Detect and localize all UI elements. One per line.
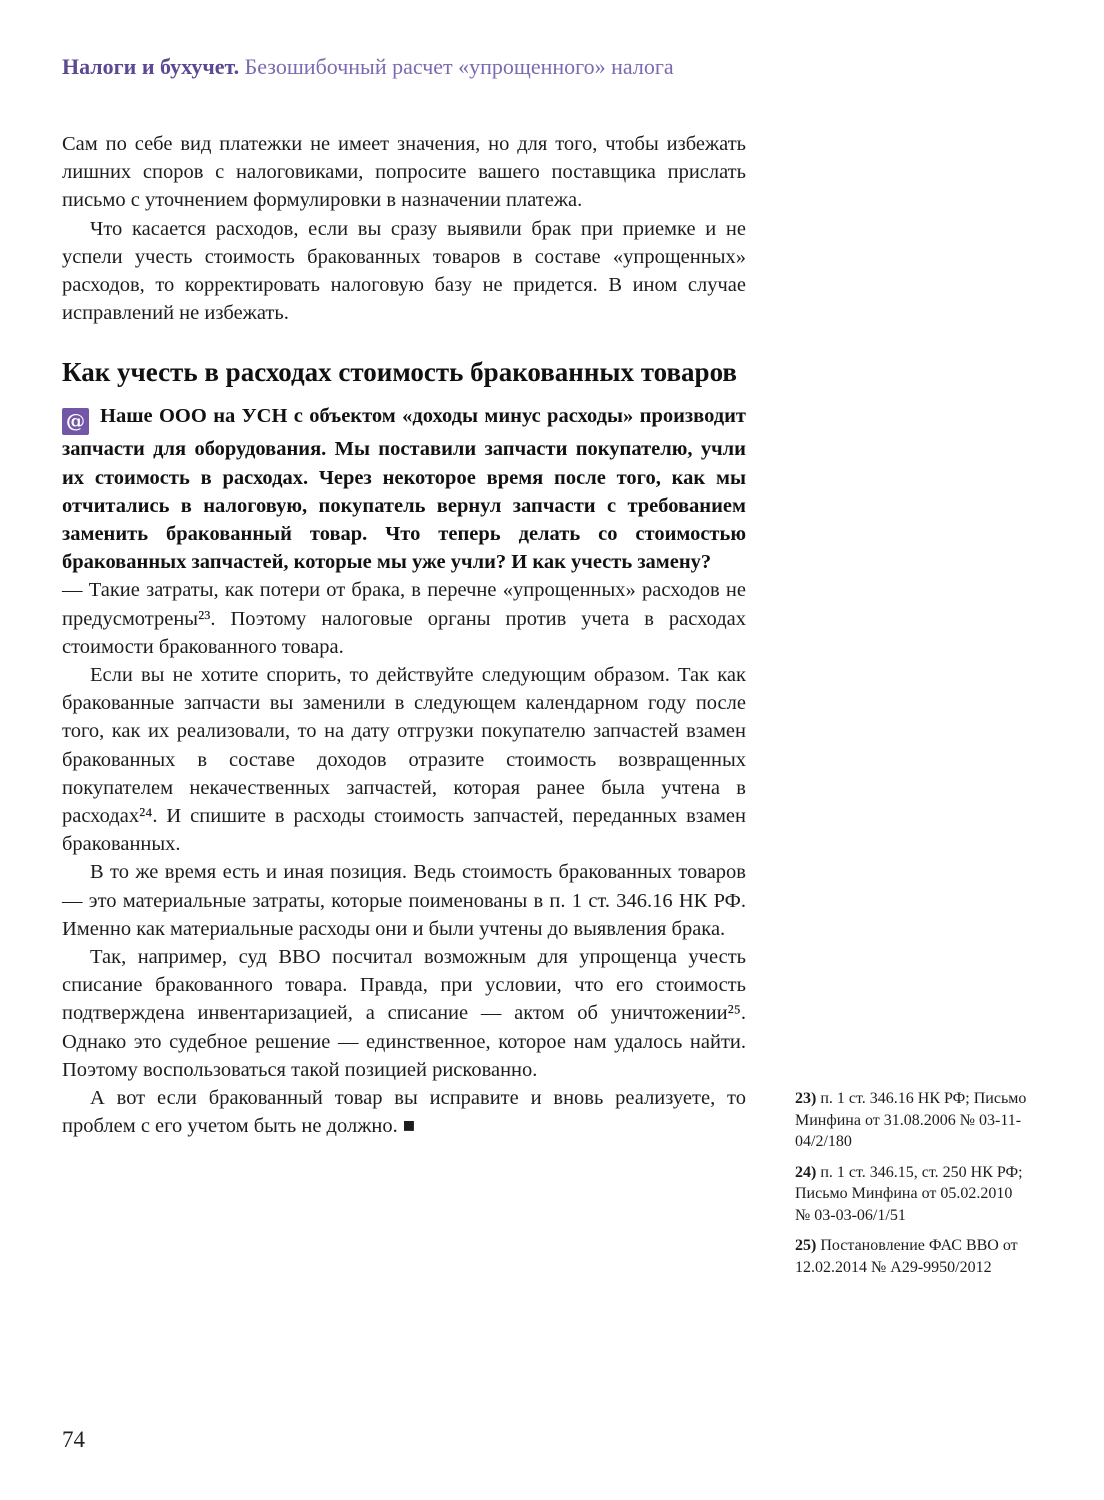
- footnote: [795, 1235, 1027, 1278]
- answer-paragraph: Если вы не хотите спорить, то действуйте следующим образом. Так как бракованные запчасти вы заменили в следующем календарном году после того, как их реализовали, то на дату отгрузки покупателю запчастей взамен бракованных в составе доходов отразите стоимость возвращенных покупателем некачественных запчастей, которая ранее была учтена в расходах²⁴. И спишите в расходы стоимость запчастей, переданных взамен бракованных.: [62, 664, 746, 856]
- running-head: [62, 54, 674, 80]
- intro-paragraph: Сам по себе вид платежки не имеет значения, но для того, чтобы избежать лишних споров с налоговиками, попросите вашего поставщика прислать письмо с уточнением формулировки в назначении платежа.: [62, 133, 746, 212]
- answer-paragraph: В то же время есть и иная позиция. Ведь стоимость бракованных товаров — это материальные затраты, которые поименованы в п. 1 ст. 346.16 НК РФ. Именно как материальные расходы они и были учтены до выявления брака.: [62, 861, 746, 940]
- footnote-number: 23): [795, 1090, 817, 1107]
- answer-paragraph: А вот если бракованный товар вы исправите и вновь реализуете, то проблем с его учетом быть не должно. ■: [62, 1087, 746, 1138]
- answer-block: [62, 576, 746, 1140]
- sidebar-footnotes: [795, 1088, 1027, 1287]
- question-text: Наше ООО на УСН с объектом «доходы минус расходы» производит запчасти для оборудования. Мы поставили запчасти покупателю, учли их стоимость в расходах. Через некоторое время после того, как мы отчитались в налоговую, покупатель вернул запчасти с требованием заменить бракованный товар. Что теперь делать со стоимостью бракованных запчастей, которые мы уже учли? И как учесть замену?: [62, 405, 746, 574]
- footnote-text: п. 1 ст. 346.16 НК РФ; Письмо Минфина от 31.08.2006 № 03-11-04/2/180: [795, 1090, 1027, 1150]
- running-head-topic: Безошибочный расчет «упрощенного» налога: [239, 54, 674, 79]
- intro-paragraph: Что касается расходов, если вы сразу выявили брак при приемке и не успели учесть стоимость бракованных товаров в составе «упрощенных» расходов, то корректировать налоговую базу не придется. В ином случае исправлений не избежать.: [62, 217, 746, 325]
- footnote-number: 25): [795, 1237, 817, 1254]
- question-block: [62, 402, 746, 576]
- footnote: [795, 1088, 1027, 1153]
- footnote-text: Постановление ФАС ВВО от 12.02.2014 № А29-9950/2012: [795, 1237, 1018, 1276]
- running-head-brand: Налоги и бухучет.: [62, 54, 240, 79]
- section-heading: Как учесть в расходах стоимость бракованных товаров: [62, 357, 737, 388]
- footnote: [795, 1162, 1027, 1227]
- footnote-text: п. 1 ст. 346.15, ст. 250 НК РФ; Письмо Минфина от 05.02.2010 № 03-03-06/1/51: [795, 1163, 1023, 1224]
- answer-paragraph: — Такие затраты, как потери от брака, в перечне «упрощенных» расходов не предусмотрены²³. Поэтому налоговые органы против учета в расходах стоимости бракованного товара.: [62, 579, 746, 658]
- page-number: 74: [62, 1427, 85, 1452]
- answer-paragraph: Так, например, суд ВВО посчитал возможным для упрощенца учесть списание бракованного товара. Правда, при условии, что его стоимость подтверждена инвентаризацией, а списание — актом об уничтожении²⁵. Однако это судебное решение — единственное, которое нам удалось найти. Поэтому воспользоваться такой позицией рискованно.: [62, 946, 746, 1081]
- footnote-number: 24): [795, 1163, 817, 1181]
- at-icon: @: [62, 408, 89, 435]
- article-body: [62, 130, 746, 1141]
